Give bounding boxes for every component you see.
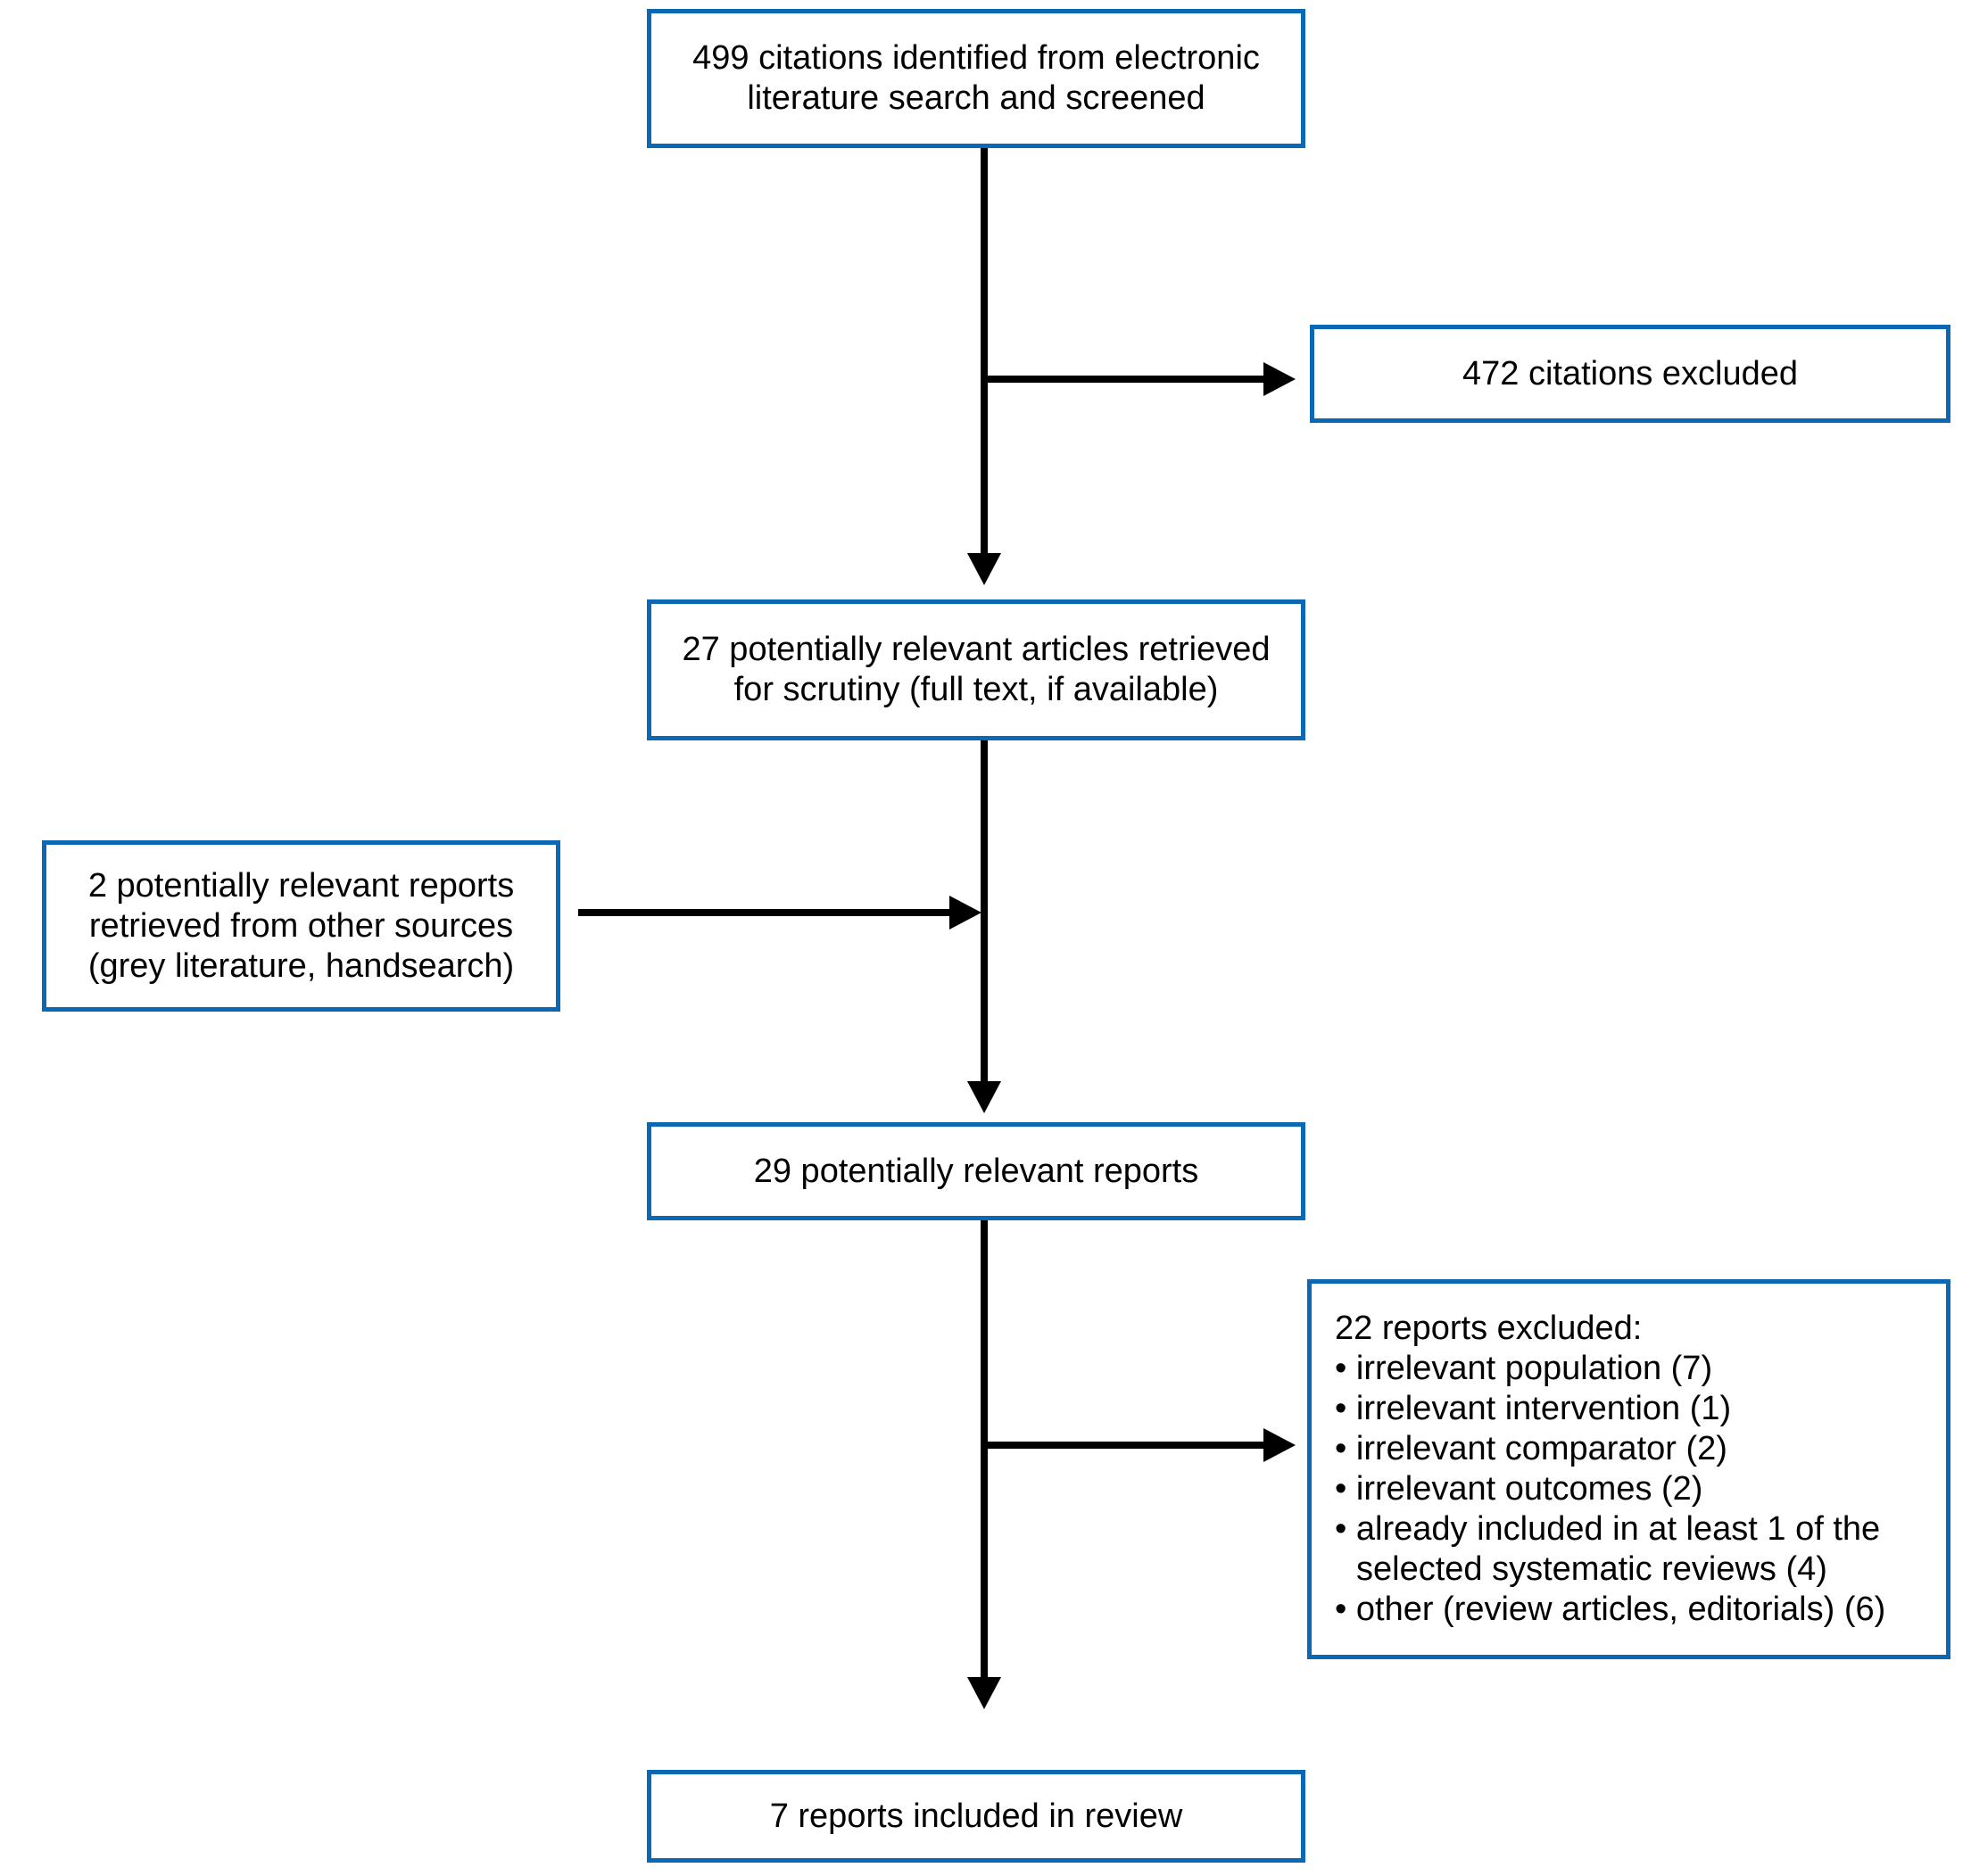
- arrow-other-sources-head: [949, 896, 981, 930]
- box-reports-excluded: [1307, 1279, 1950, 1659]
- exclusion-reason: • irrelevant outcomes (2): [1335, 1469, 1924, 1509]
- box-articles-retrieved-text: for scrutiny (full text, if available): [733, 671, 1219, 708]
- box-citations-identified: [647, 9, 1305, 148]
- box-citations-excluded-text: 472 citations excluded: [1462, 354, 1799, 393]
- exclusion-reasons-list: [1335, 1349, 1924, 1630]
- box-other-sources-text: (grey literature, handsearch): [87, 946, 515, 985]
- box-reports-included-text: 7 reports included in review: [769, 1797, 1183, 1835]
- box-other-sources: [42, 840, 560, 1012]
- box-other-sources-text: retrieved from other sources: [88, 906, 514, 945]
- box-citations-excluded: [1310, 325, 1950, 423]
- box-other-sources-text: 2 potentially relevant reports: [87, 866, 515, 905]
- box-relevant-reports: [647, 1122, 1305, 1220]
- box-reports-included: [647, 1770, 1305, 1863]
- box-citations-identified-text: literature search and screened: [747, 79, 1205, 117]
- exclusion-reason: • irrelevant intervention (1): [1335, 1389, 1924, 1429]
- box-relevant-reports-text: 29 potentially relevant reports: [753, 1152, 1199, 1190]
- exclusion-reason: • already included in at least 1 of the selected systematic reviews (4): [1335, 1509, 1924, 1590]
- arrow-reports-to-included-head: [967, 1677, 1001, 1709]
- exclusion-reason: • other (review articles, editorials) (6): [1335, 1590, 1924, 1630]
- arrow-retrieved-to-reports-head: [967, 1081, 1001, 1113]
- arrow-to-reports-excluded-head: [1263, 1428, 1296, 1462]
- arrow-to-citations-excluded-head: [1263, 362, 1296, 396]
- arrow-identified-to-retrieved-head: [967, 553, 1001, 585]
- exclusion-reason: • irrelevant comparator (2): [1335, 1429, 1924, 1469]
- box-reports-excluded-title: 22 reports excluded:: [1335, 1310, 1643, 1347]
- exclusion-reason: • irrelevant population (7): [1335, 1349, 1924, 1389]
- box-articles-retrieved: [647, 599, 1305, 740]
- box-citations-identified-text: 499 citations identified from electronic: [692, 39, 1260, 77]
- box-articles-retrieved-text: 27 potentially relevant articles retrieved: [682, 631, 1271, 668]
